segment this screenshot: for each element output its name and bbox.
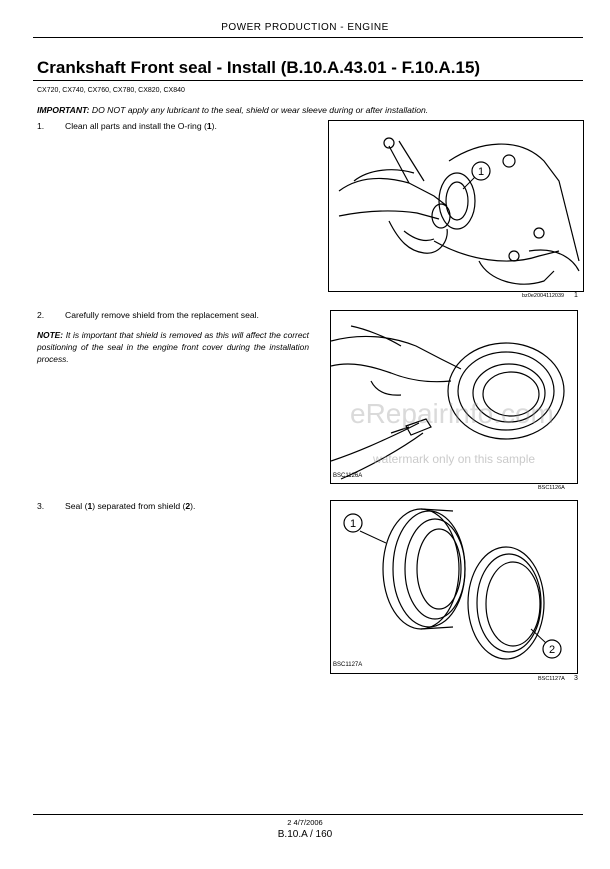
important-text: DO NOT apply any lubricant to the seal, shield or wear sleeve during or after installation. bbox=[89, 105, 429, 115]
step-3 bbox=[37, 501, 195, 511]
step-text-end: ). bbox=[190, 501, 196, 511]
page-title: Crankshaft Front seal - Install (B.10.A.43.01 - F.10.A.15) bbox=[37, 58, 481, 77]
step-number: 3. bbox=[37, 501, 45, 511]
callout-label: 1 bbox=[477, 166, 485, 178]
figure-1-number: 1 bbox=[574, 292, 578, 299]
note-block bbox=[37, 329, 309, 365]
model-list: CX720, CX740, CX760, CX780, CX820, CX840 bbox=[37, 87, 185, 94]
step-text: Seal ( bbox=[65, 501, 88, 511]
important-label: IMPORTANT: bbox=[37, 105, 90, 115]
figure-1-ref: bz0e2004112039 bbox=[522, 293, 565, 299]
figure-1-image bbox=[328, 120, 584, 292]
figure-3-image bbox=[330, 500, 578, 674]
seal-shield-illustration bbox=[331, 501, 577, 673]
callout-ref: 1 bbox=[87, 501, 93, 511]
step-text: Carefully remove shield from the replacement seal. bbox=[65, 310, 259, 320]
callout-ref: 1 bbox=[206, 121, 212, 131]
figure-2-ref: BSC1126A bbox=[538, 485, 565, 491]
figure-3-ref: BSC1127A bbox=[538, 676, 565, 682]
step-text: Clean all parts and install the O-ring ( bbox=[65, 121, 207, 131]
important-notice bbox=[37, 105, 577, 115]
footer-rule bbox=[33, 814, 583, 815]
page-header: POWER PRODUCTION - ENGINE bbox=[221, 22, 389, 33]
note-text: It is important that shield is removed as this will affect the correct positioning of the seal in the engine front cover during the installation process. bbox=[37, 330, 309, 364]
figure-3-inner-label: BSC1127A bbox=[333, 662, 363, 668]
step-1 bbox=[37, 121, 217, 131]
watermark-notice: watermark only on this sample bbox=[373, 452, 536, 466]
crankshaft-oring-illustration bbox=[329, 121, 583, 291]
note-label: NOTE: bbox=[37, 330, 64, 340]
footer-date: 2 4/7/2006 bbox=[287, 818, 323, 827]
step-text-end: ). bbox=[211, 121, 217, 131]
callout-label: 2 bbox=[548, 644, 556, 656]
header-rule bbox=[33, 37, 583, 38]
page-number: B.10.A / 160 bbox=[277, 829, 333, 840]
figure-3-number: 3 bbox=[574, 675, 578, 682]
watermark-site: eRepairinfo.com bbox=[350, 398, 554, 429]
step-number: 1. bbox=[37, 121, 45, 131]
figure-2-inner-label: BSC1126A bbox=[333, 473, 363, 479]
step-2 bbox=[37, 310, 259, 320]
title-rule bbox=[33, 80, 583, 81]
step-text-mid: ) separated from shield ( bbox=[92, 501, 186, 511]
callout-label: 1 bbox=[349, 518, 357, 530]
step-number: 2. bbox=[37, 310, 45, 320]
callout-ref: 2 bbox=[185, 501, 191, 511]
